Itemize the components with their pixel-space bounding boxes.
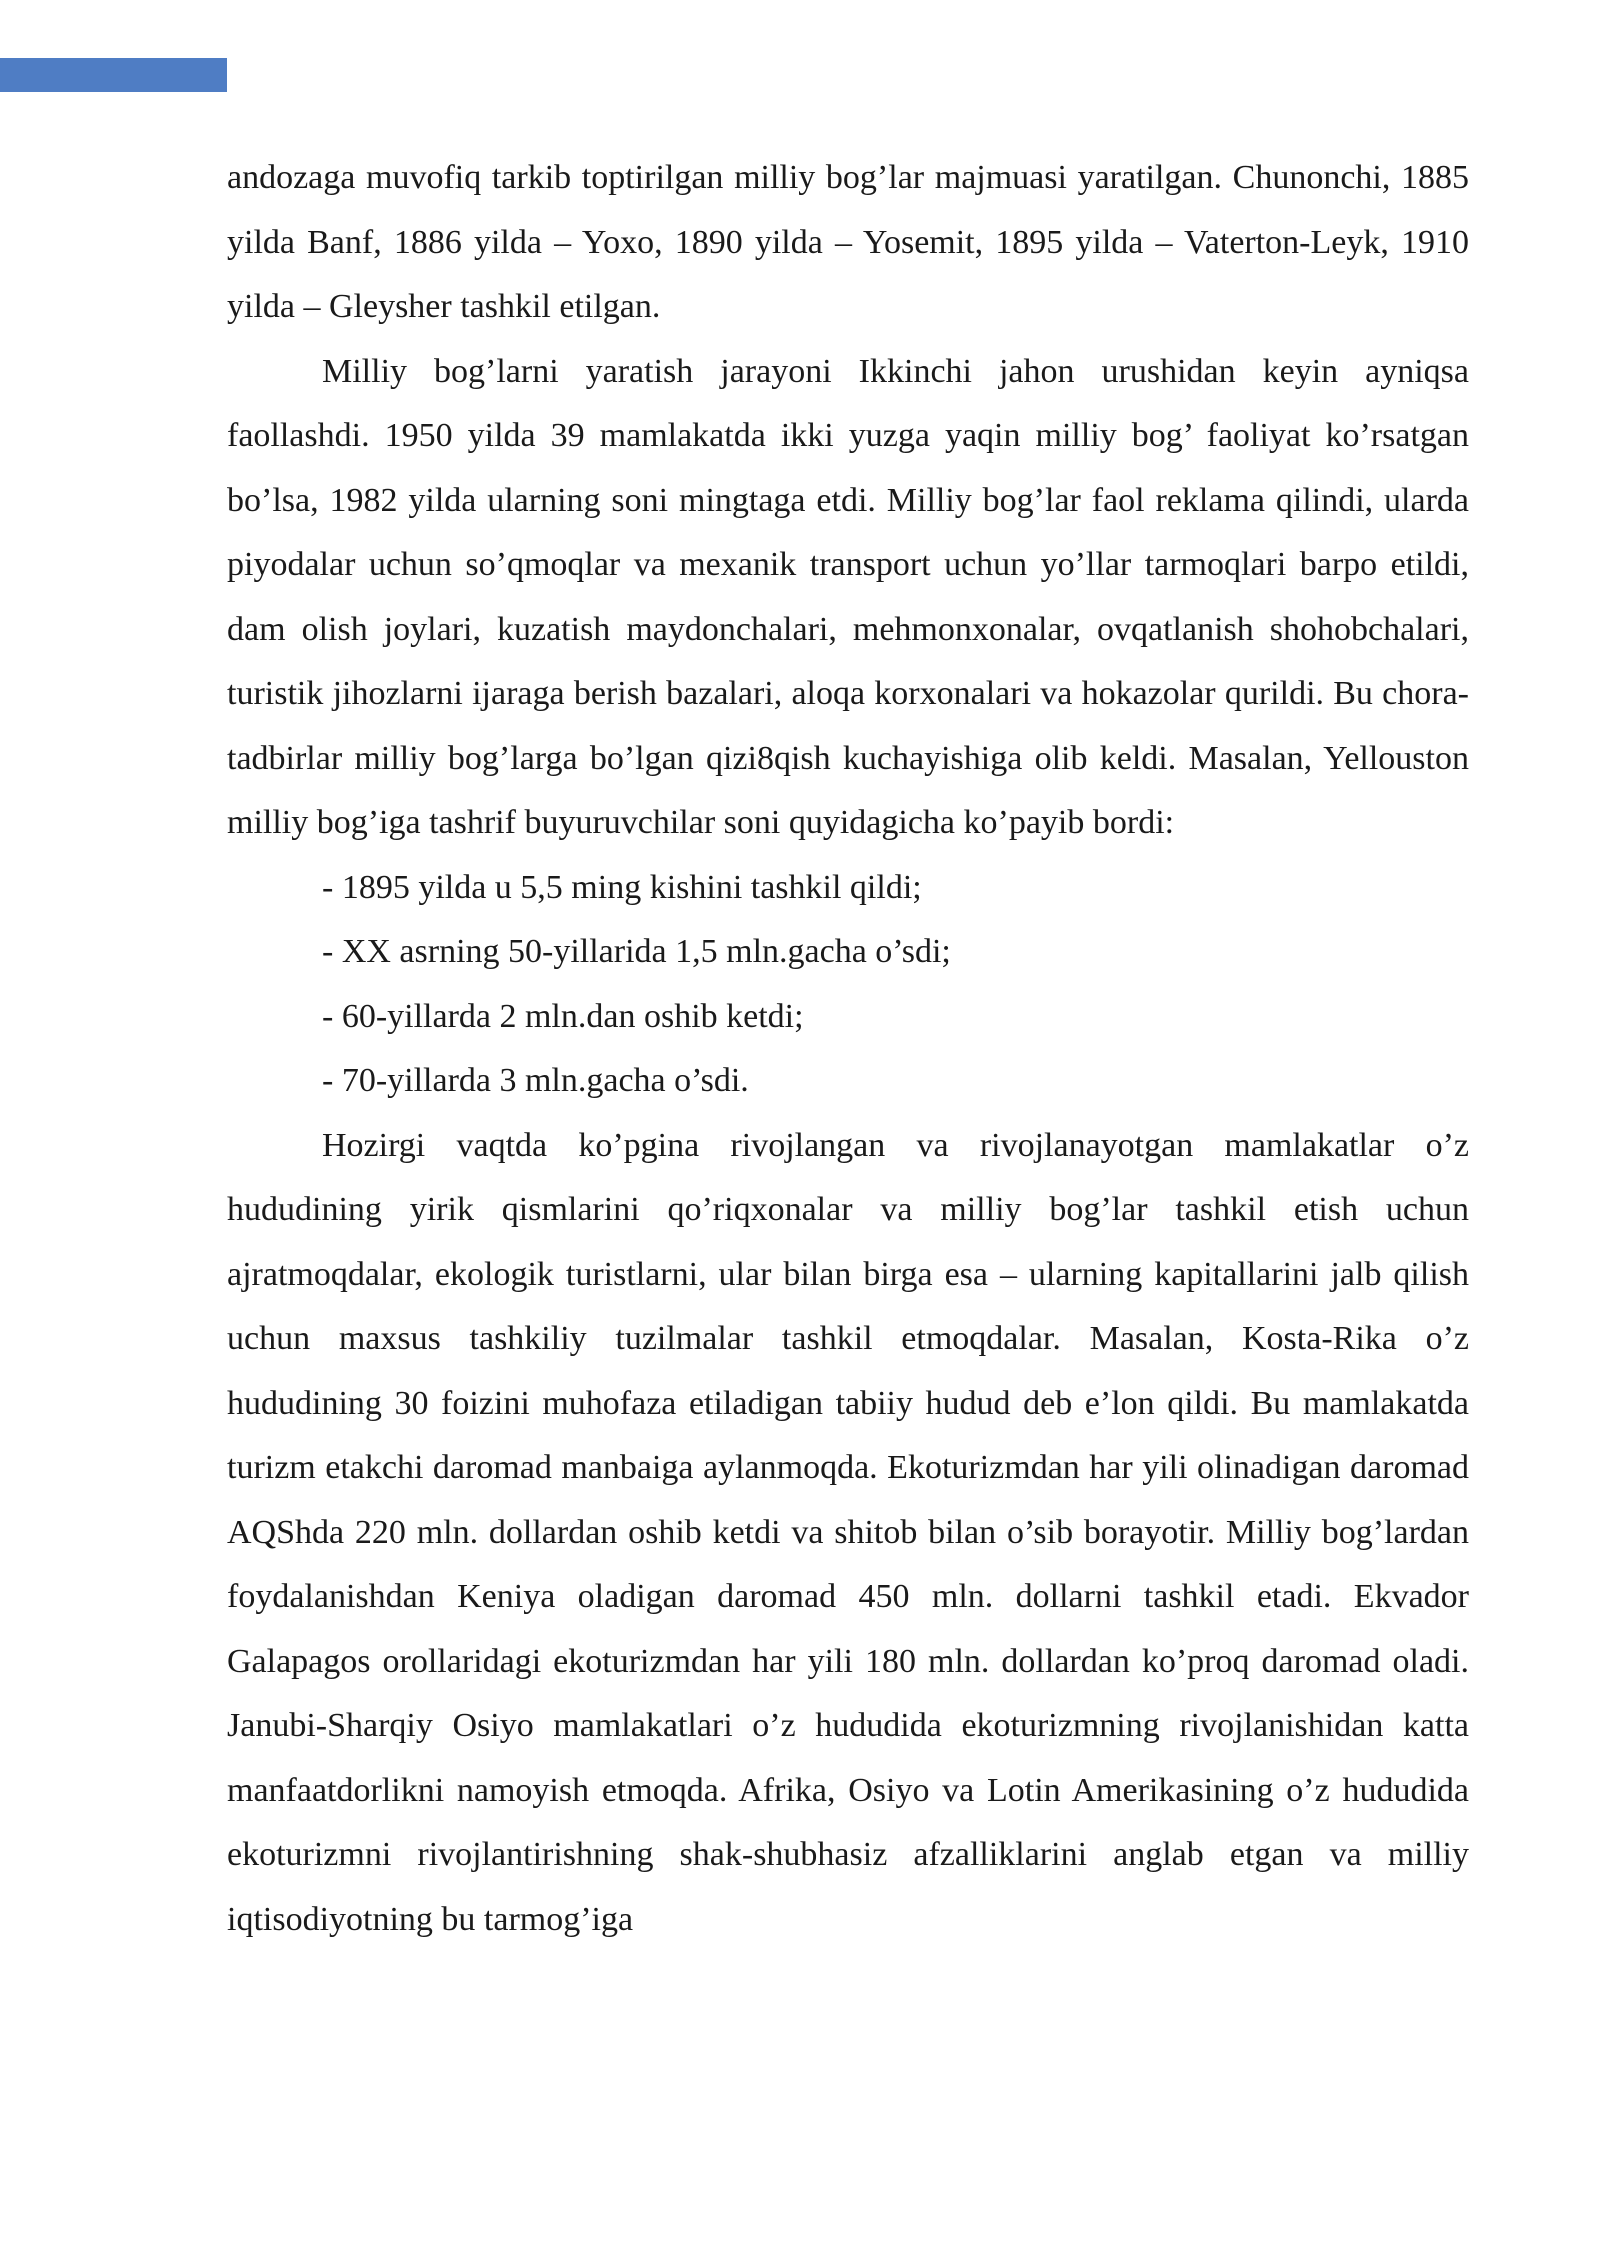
- list-item: - 60-yillarda 2 mln.dan oshib ketdi;: [322, 997, 804, 1035]
- document-body: [227, 146, 1469, 1952]
- paragraph-national-parks-growth: Milliy bog’larni yaratish jarayoni Ikkinchi jahon urushidan keyin ayniqsa faollashdi. 1950 yilda 39 mamlakatda ikki yuzga yaqin milliy bog’ faoliyat ko’rsatgan bo’lsa, 1982 yilda ularning soni mingtaga etdi. Milliy bog’lar faol reklama qilindi, ularda piyodalar uchun so’qmoqlar va mexanik transport uchun yo’llar tarmoqlari barpo etildi, dam olish joylari, kuzatish maydonchalari, mehmonxonalar, ovqatlanish shohobchalari, turistik jihozlarni ijaraga berish bazalari, aloqa korxonalari va hokazolar qurildi. Bu chora-tadbirlar milliy bog’larga bo’lgan qizi8qish kuchayishiga olib keldi. Masalan, Yellouston milliy bog’iga tashrif buyuruvchilar soni quyidagicha ko’payib bordi:: [227, 352, 1469, 841]
- list-item: - XX asrning 50-yillarida 1,5 mln.gacha o’sdi;: [322, 933, 951, 970]
- paragraph-national-parks-history: andozaga muvofiq tarkib toptirilgan milliy bog’lar majmuasi yaratilgan. Chunonchi, 1885 yilda Banf, 1886 yilda – Yoxo, 1890 yilda – Yosemit, 1895 yilda – Vaterton-Leyk, 1910 yilda – Gleysher tashkil etilgan.: [227, 159, 1469, 325]
- header-accent-bar: [0, 58, 227, 92]
- list-item: - 70-yillarda 3 mln.gacha o’sdi.: [322, 1062, 749, 1099]
- paragraph-ecotourism-income: Hozirgi vaqtda ko’pgina rivojlangan va rivojlanayotgan mamlakatlar o’z hududining yirik qismlarini qo’riqxonalar va milliy bog’lar tashkil etish uchun ajratmoqdalar, ekologik turistlarni, ular bilan birga esa – ularning kapitallarini jalb qilish uchun maxsus tashkiliy tuzilmalar tashkil etmoqdalar. Masalan, Kosta-Rika o’z hududining 30 foizini muhofaza etiladigan tabiiy hudud deb e’lon qildi. Bu mamlakatda turizm etakchi daromad manbaiga aylanmoqda. Ekoturizmdan har yili olinadigan daromad AQShda 220 mln. dollardan oshib ketdi va shitob bilan o’sib borayotir. Milliy bog’lardan foydalanishdan Keniya oladigan daromad 450 mln. dollarni tashkil etadi. Ekvador Galapagos orollaridagi ekoturizmdan har yili 180 mln. dollardan ko’proq daromad oladi. Janubi-Sharqiy Osiyo mamlakatlari o’z hududida ekoturizmning rivojlanishidan katta manfaatdorlikni namoyish etmoqda. Afrika, Osiyo va Lotin Amerikasining o’z hududida ekoturizmni rivojlantirishning shak-shubhasiz afzalliklarini anglab etgan va milliy iqtisodiyotning bu tarmog’iga: [227, 1126, 1469, 1938]
- list-item: - 1895 yilda u 5,5 ming kishini tashkil qildi;: [322, 868, 922, 906]
